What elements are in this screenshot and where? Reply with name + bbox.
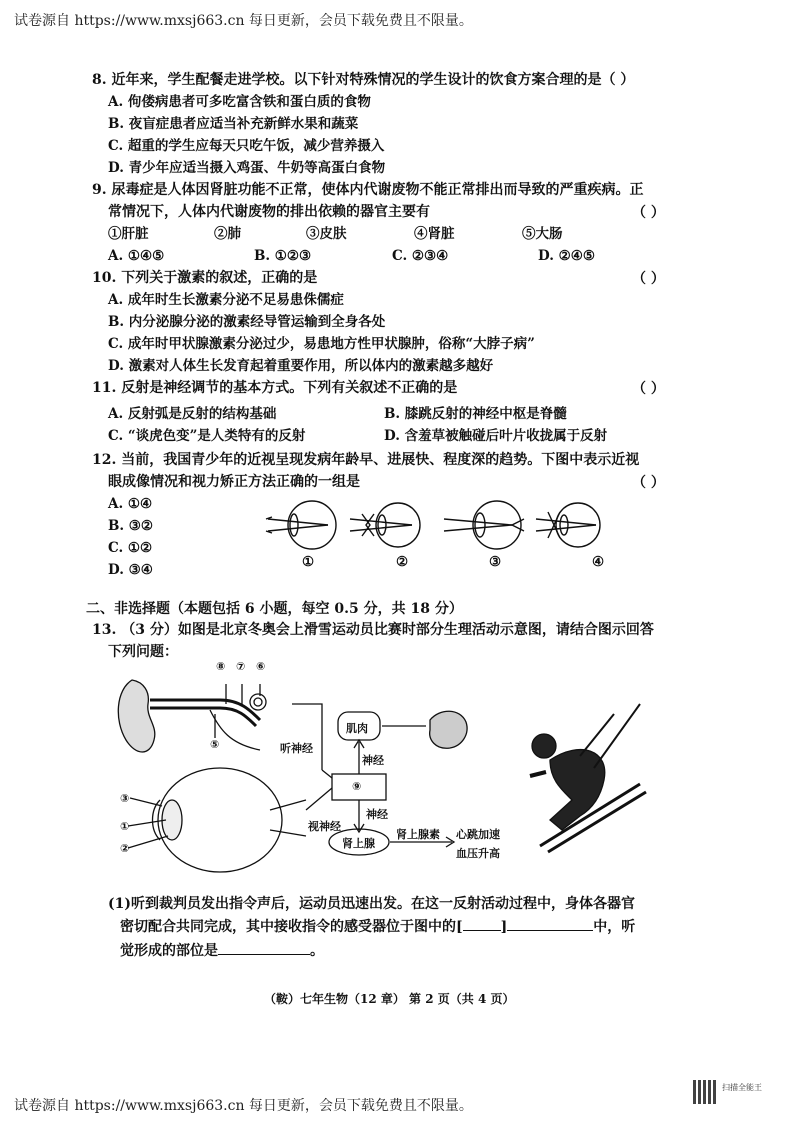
q13-blank-receptor-name[interactable] — [507, 916, 593, 931]
q10-option-a: A. 成年时生长激素分泌不足易患侏儒症 — [108, 292, 344, 308]
adrenal-label: 肾上腺 — [342, 837, 375, 850]
q9-option-d: D. ②④⑤ — [538, 248, 595, 264]
optic-nerve-label: 视神经 — [308, 820, 341, 833]
q8-option-b: B. 夜盲症患者应适当补充新鲜水果和蔬菜 — [108, 116, 359, 132]
scanner-badge: 扫描全能王 — [722, 1083, 762, 1092]
q12-eye-label-4: ④ — [592, 554, 605, 570]
nerve-label-1: 神经 — [362, 754, 384, 767]
eye-label-2: ② — [120, 842, 130, 855]
q13-blank-hearing-center[interactable] — [218, 940, 310, 955]
auditory-nerve-path — [292, 704, 322, 770]
q11-option-a: A. 反射弧是反射的结构基础 — [108, 406, 277, 422]
center-label-9: ⑨ — [352, 780, 362, 793]
q12-eye-label-2: ② — [396, 554, 409, 570]
q11-option-d: D. 含羞草被触碰后叶片收拢属于反射 — [384, 428, 608, 444]
q10-option-c: C. 成年时甲状腺激素分泌过少，易患地方性甲状腺肿，俗称“大脖子病” — [108, 336, 535, 352]
source-header: 试卷源自 https://www.mxsj663.cn 每日更新，会员下载免费且不限量。 — [14, 13, 473, 29]
q9-organ-4: ④肾脏 — [414, 226, 455, 242]
auditory-nerve-label: 听神经 — [280, 742, 313, 755]
muscle-label: 肌肉 — [346, 722, 368, 735]
eye-label-1: ① — [120, 820, 130, 833]
q13-stem-line1: 13. （3 分）如图是北京冬奥会上滑雪运动员比赛时部分生理活动示意图，请结合图示回答 — [92, 622, 654, 638]
q9-answer-paren: （ ） — [632, 205, 665, 221]
q8-option-a: A. 佝偻病患者可多吃富含铁和蛋白质的食物 — [108, 94, 371, 110]
q12-option-d: D. ③④ — [108, 562, 153, 578]
q11-option-c: C. “谈虎色变”是人类特有的反射 — [108, 428, 306, 444]
page-footer: （鞍）七年生物（12 章） 第 2 页（共 4 页） — [264, 992, 515, 1006]
q12-answer-paren: （ ） — [632, 475, 665, 491]
q9-organ-5: ⑤大肠 — [522, 226, 563, 242]
q12-stem-line1: 12. 当前，我国青少年的近视呈现发病年龄早、进展快、程度深的趋势。下图中表示近视 — [92, 452, 640, 468]
q9-organ-1: ①肝脏 — [108, 226, 149, 242]
q9-option-b: B. ①②③ — [254, 248, 312, 264]
q10-option-d: D. 激素对人体生长发育起着重要作用，所以体内的激素越多越好 — [108, 358, 494, 374]
q13-sub1-text-b: ] — [500, 919, 508, 935]
eye-diagram-4 — [536, 503, 600, 547]
effect-pressure-label: 血压升高 — [456, 847, 500, 860]
q9-option-c: C. ②③④ — [392, 248, 449, 264]
source-footer: 试卷源自 https://www.mxsj663.cn 每日更新，会员下载免费且不限量。 — [14, 1098, 473, 1114]
q11-option-b: B. 膝跳反射的神经中枢是脊髓 — [384, 406, 567, 422]
nerve-label-2: 神经 — [366, 808, 388, 821]
skier-illustration — [530, 704, 646, 852]
q12-stem-line2: 眼成像情况和视力矫正方法正确的一组是 — [108, 474, 360, 490]
q12-option-c: C. ①② — [108, 540, 153, 556]
q10-stem: 10. 下列关于激素的叙述，正确的是 — [92, 270, 318, 286]
arm-muscle-illustration — [430, 711, 467, 748]
q10-option-b: B. 内分泌腺分泌的激素经导管运输到全身各处 — [108, 314, 386, 330]
eye-diagram-3 — [444, 501, 524, 549]
q13-sub1-text-d: 觉形成的部位是 — [120, 943, 218, 959]
q12-eye-label-3: ③ — [489, 554, 502, 570]
q9-option-a: A. ①④⑤ — [108, 248, 165, 264]
q11-stem: 11. 反射是神经调节的基本方式。下列有关叙述不正确的是 — [92, 380, 458, 396]
ear-label-7: ⑦ — [236, 660, 246, 673]
q9-organ-3: ③皮肤 — [306, 226, 347, 242]
q13-blank-receptor-number[interactable] — [463, 916, 501, 931]
section-2-title: 二、非选择题（本题包括 6 小题，每空 0.5 分，共 18 分） — [86, 601, 463, 617]
eye-diagram-2 — [350, 503, 420, 547]
q13-sub1-line3 — [120, 940, 324, 961]
q9-organ-2: ②肺 — [214, 226, 241, 242]
q13-sub1-text-a: 密切配合共同完成，其中接收指令的感受器位于图中的[ — [120, 919, 463, 935]
q12-option-a: A. ①④ — [108, 496, 153, 512]
ear-label-5: ⑤ — [210, 738, 220, 751]
q12-eye-label-1: ① — [302, 554, 315, 570]
qr-code-icon — [693, 1080, 717, 1104]
q9-stem-line2: 常情况下，人体内代谢废物的排出依赖的器官主要有 — [108, 204, 430, 220]
q13-sub1-line2 — [120, 916, 635, 937]
effect-heart-label: 心跳加速 — [456, 828, 500, 841]
q9-stem-line1: 9. 尿毒症是人体因肾脏功能不正常，使体内代谢废物不能正常排出而导致的严重疾病。正 — [92, 182, 644, 198]
q13-stem-line2: 下列问题： — [108, 644, 178, 660]
q12-option-b: B. ③② — [108, 518, 154, 534]
q8-option-d: D. 青少年应适当摄入鸡蛋、牛奶等高蛋白食物 — [108, 160, 386, 176]
eye-diagram-1 — [266, 501, 336, 549]
q8-stem: 8. 近年来，学生配餐走进学校。以下针对特殊情况的学生设计的饮食方案合理的是（ ） — [92, 72, 635, 88]
ear-label-6: ⑥ — [256, 660, 266, 673]
q13-physiology-diagram — [110, 660, 670, 890]
eye-illustration — [128, 768, 306, 872]
q12-eye-diagrams — [262, 490, 612, 572]
q8-option-c: C. 超重的学生应每天只吃午饭，减少营养摄入 — [108, 138, 385, 154]
hormone-label: 肾上腺素 — [396, 828, 440, 841]
q13-sub1-text-e: 。 — [310, 943, 324, 959]
q13-sub1-text-c: 中，听 — [593, 919, 636, 935]
q13-sub1-line1: (1)听到裁判员发出指令声后，运动员迅速出发。在这一反射活动过程中，身体各器官 — [108, 896, 635, 912]
ear-illustration — [118, 680, 266, 752]
ear-label-8: ⑧ — [216, 660, 226, 673]
eye-label-3: ③ — [120, 792, 130, 805]
q11-answer-paren: （ ） — [632, 381, 665, 397]
q10-answer-paren: （ ） — [632, 271, 665, 287]
